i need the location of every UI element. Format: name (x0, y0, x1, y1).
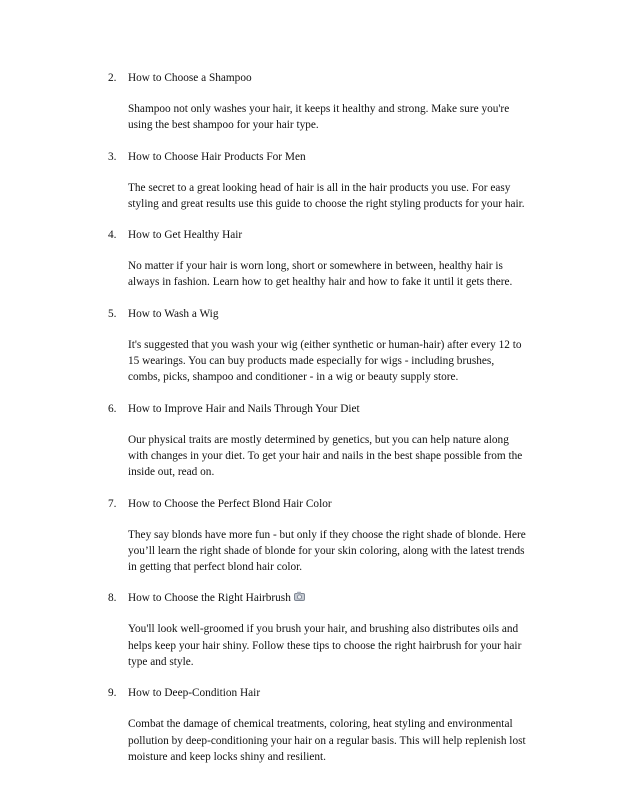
entry-title[interactable]: How to Choose a Shampoo (128, 72, 252, 84)
entry-description: The secret to a great looking head of hair is all in the hair products you use. For easy styling and great results use this guide to choose the right styling products for your hair. (128, 181, 525, 210)
entry-description: Our physical traits are mostly determined by genetics, but you can help nature along with changes in your diet. To get your hair and nails in the best shape possible from the inside out, read on. (128, 433, 523, 479)
entry-heading (108, 686, 528, 700)
entry-description: You'll look well-groomed if you brush your hair, and brushing also distributes oils and helps keep your hair shiny. Follow these tips to choose the right hairbrush for your hair type and style. (128, 623, 522, 669)
entry-number: 9. (108, 687, 117, 700)
entry-description: No matter if your hair is worn long, short or somewhere in between, healthy hair is always in fashion. Learn how to get healthy hair and how to fake it until it gets there. (128, 260, 513, 289)
entry-heading (108, 591, 528, 605)
list-item (108, 71, 528, 134)
entry-heading (108, 402, 528, 416)
entry-description: It's suggested that you wash your wig (either synthetic or human-hair) after every 12 to 15 wearings. You can buy products made especially for wigs - including brushes, combs, picks, shampoo and conditioner - in a wig or beauty supply store. (128, 338, 522, 384)
list-item (108, 497, 528, 576)
entry-heading (108, 150, 528, 164)
entry-title[interactable]: How to Choose the Perfect Blond Hair Color (128, 497, 332, 510)
entry-number: 4. (108, 229, 117, 242)
entry-heading (108, 228, 528, 242)
entry-title[interactable]: How to Wash a Wig (128, 307, 219, 320)
entry-number: 2. (108, 72, 117, 84)
entry-description: Combat the damage of chemical treatments, coloring, heat styling and environmental pollution by deep-conditioning your hair on a regular basis. This will help replenish lost moisture and keep locks shiny and resilient. (128, 718, 526, 763)
list-item (108, 591, 528, 670)
entry-number: 5. (108, 307, 117, 320)
list-item (108, 686, 528, 765)
entry-title[interactable]: How to Choose the Right Hairbrush (128, 592, 291, 605)
article-list (108, 71, 528, 781)
camera-icon[interactable] (294, 591, 305, 601)
entry-number: 6. (108, 402, 117, 415)
entry-number: 7. (108, 497, 117, 510)
entry-title[interactable]: How to Deep-Condition Hair (128, 687, 261, 700)
entry-description: Shampoo not only washes your hair, it keeps it healthy and strong. Make sure you're using the best shampoo for your hair type. (128, 103, 510, 132)
list-item (108, 402, 528, 481)
entry-title[interactable]: How to Get Healthy Hair (128, 229, 243, 242)
entry-heading (108, 307, 528, 321)
entry-number: 8. (108, 592, 117, 605)
list-item (108, 307, 528, 386)
entry-heading (108, 497, 528, 511)
list-item (108, 150, 528, 213)
entry-number: 3. (108, 150, 117, 163)
entry-description: They say blonds have more fun - but only if they choose the right shade of blonde. Here you’ll learn the right shade of blonde for your skin coloring, along with the latest trends in getting that perfect blond hair color. (128, 528, 526, 574)
entry-heading (108, 71, 528, 85)
list-item (108, 228, 528, 291)
entry-title[interactable]: How to Improve Hair and Nails Through Your Diet (128, 402, 360, 415)
entry-title[interactable]: How to Choose Hair Products For Men (128, 150, 306, 163)
